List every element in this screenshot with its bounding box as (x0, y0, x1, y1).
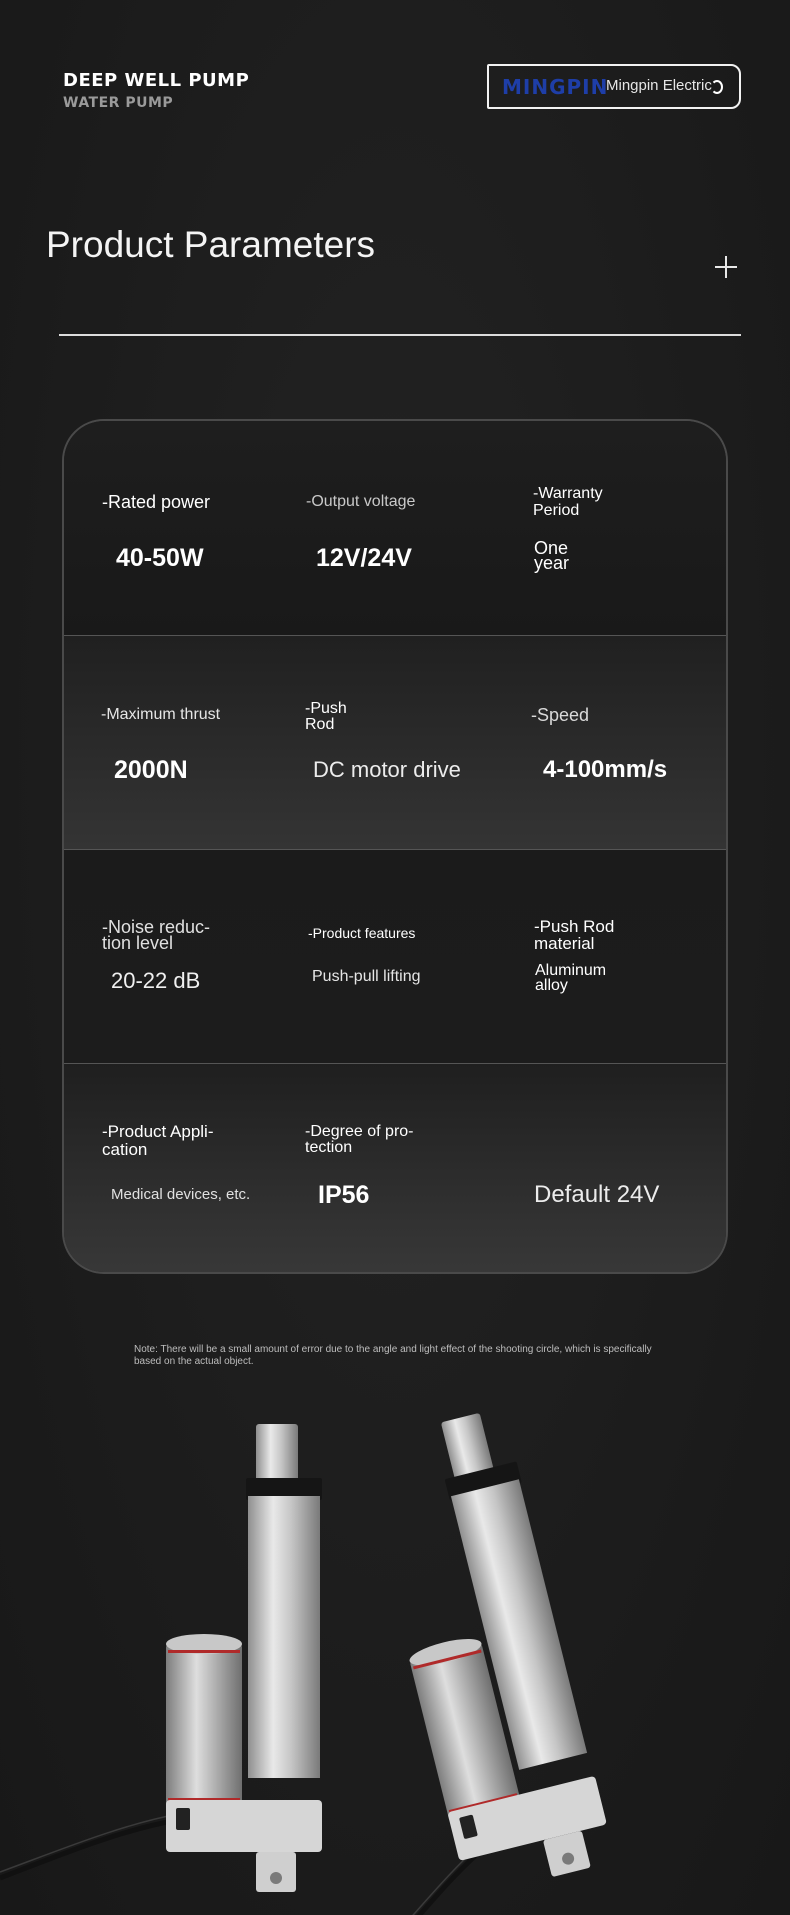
params-row (64, 1063, 726, 1274)
params-row (64, 421, 726, 635)
rated-power-label: -Rated power (102, 492, 211, 512)
speed-label: -Speed (531, 705, 590, 725)
params-row (64, 635, 726, 849)
application-value: Medical devices, etc. (111, 1186, 251, 1203)
section-title: Product Parameters (46, 224, 376, 265)
push-rod-label-line2: Rod (305, 716, 335, 733)
noise-value: 20-22 dB (111, 968, 201, 993)
product-images (0, 1400, 790, 1915)
warranty-value-line2: year (534, 553, 570, 573)
noise-label-line2: tion level (102, 933, 174, 953)
brand-logo-text: MINGPIN (502, 75, 609, 99)
warranty-label-line1: -Warranty (533, 485, 603, 502)
rod-material-label-line2: material (534, 934, 595, 953)
rod-material-value-line2: alloy (535, 977, 568, 994)
features-label: -Product features (308, 925, 416, 941)
brand-title: DEEP WELL PUMP (63, 70, 250, 91)
max-thrust-value: 2000N (114, 756, 188, 784)
features-value: Push-pull lifting (312, 968, 421, 985)
application-label-line2: cation (102, 1140, 148, 1159)
warranty-label-line2: Period (533, 502, 580, 519)
output-voltage-value: 12V/24V (316, 544, 412, 572)
brand-logo-badge[interactable] (487, 64, 741, 109)
speed-value: 4-100mm/s (543, 756, 668, 783)
parameters-card (62, 419, 728, 1274)
plus-icon[interactable] (715, 256, 737, 278)
protection-label-line2: tection (305, 1139, 353, 1156)
params-row (64, 849, 726, 1063)
brand-subtitle: WATER PUMP (63, 95, 174, 111)
protection-value: IP56 (318, 1181, 370, 1209)
actuator-left-image (0, 1424, 322, 1892)
rod-material-label-line1: -Push Rod (534, 917, 615, 936)
logo-mark-icon (711, 80, 723, 94)
section-divider (59, 334, 741, 336)
warranty-value-line1: One (534, 538, 569, 558)
noise-label-line1: -Noise reduc- (102, 917, 211, 937)
disclaimer-note: Note: There will be a small amount of error due to the angle and light effect of the shooting circle, which is specifically based on the actual object. (134, 1344, 652, 1367)
protection-label-line1: -Degree of pro- (305, 1123, 414, 1140)
push-rod-value: DC motor drive (313, 757, 461, 782)
output-voltage-label: -Output voltage (306, 493, 416, 510)
push-rod-label-line1: -Push (305, 700, 347, 717)
max-thrust-label: -Maximum thrust (101, 706, 221, 723)
brand-logo-caption: Mingpin Electric (606, 77, 712, 94)
rated-power-value: 40-50W (116, 544, 204, 572)
default-voltage-value: Default 24V (534, 1181, 660, 1208)
application-label-line1: -Product Appli- (102, 1122, 214, 1141)
rod-material-value-line1: Aluminum (535, 962, 607, 979)
